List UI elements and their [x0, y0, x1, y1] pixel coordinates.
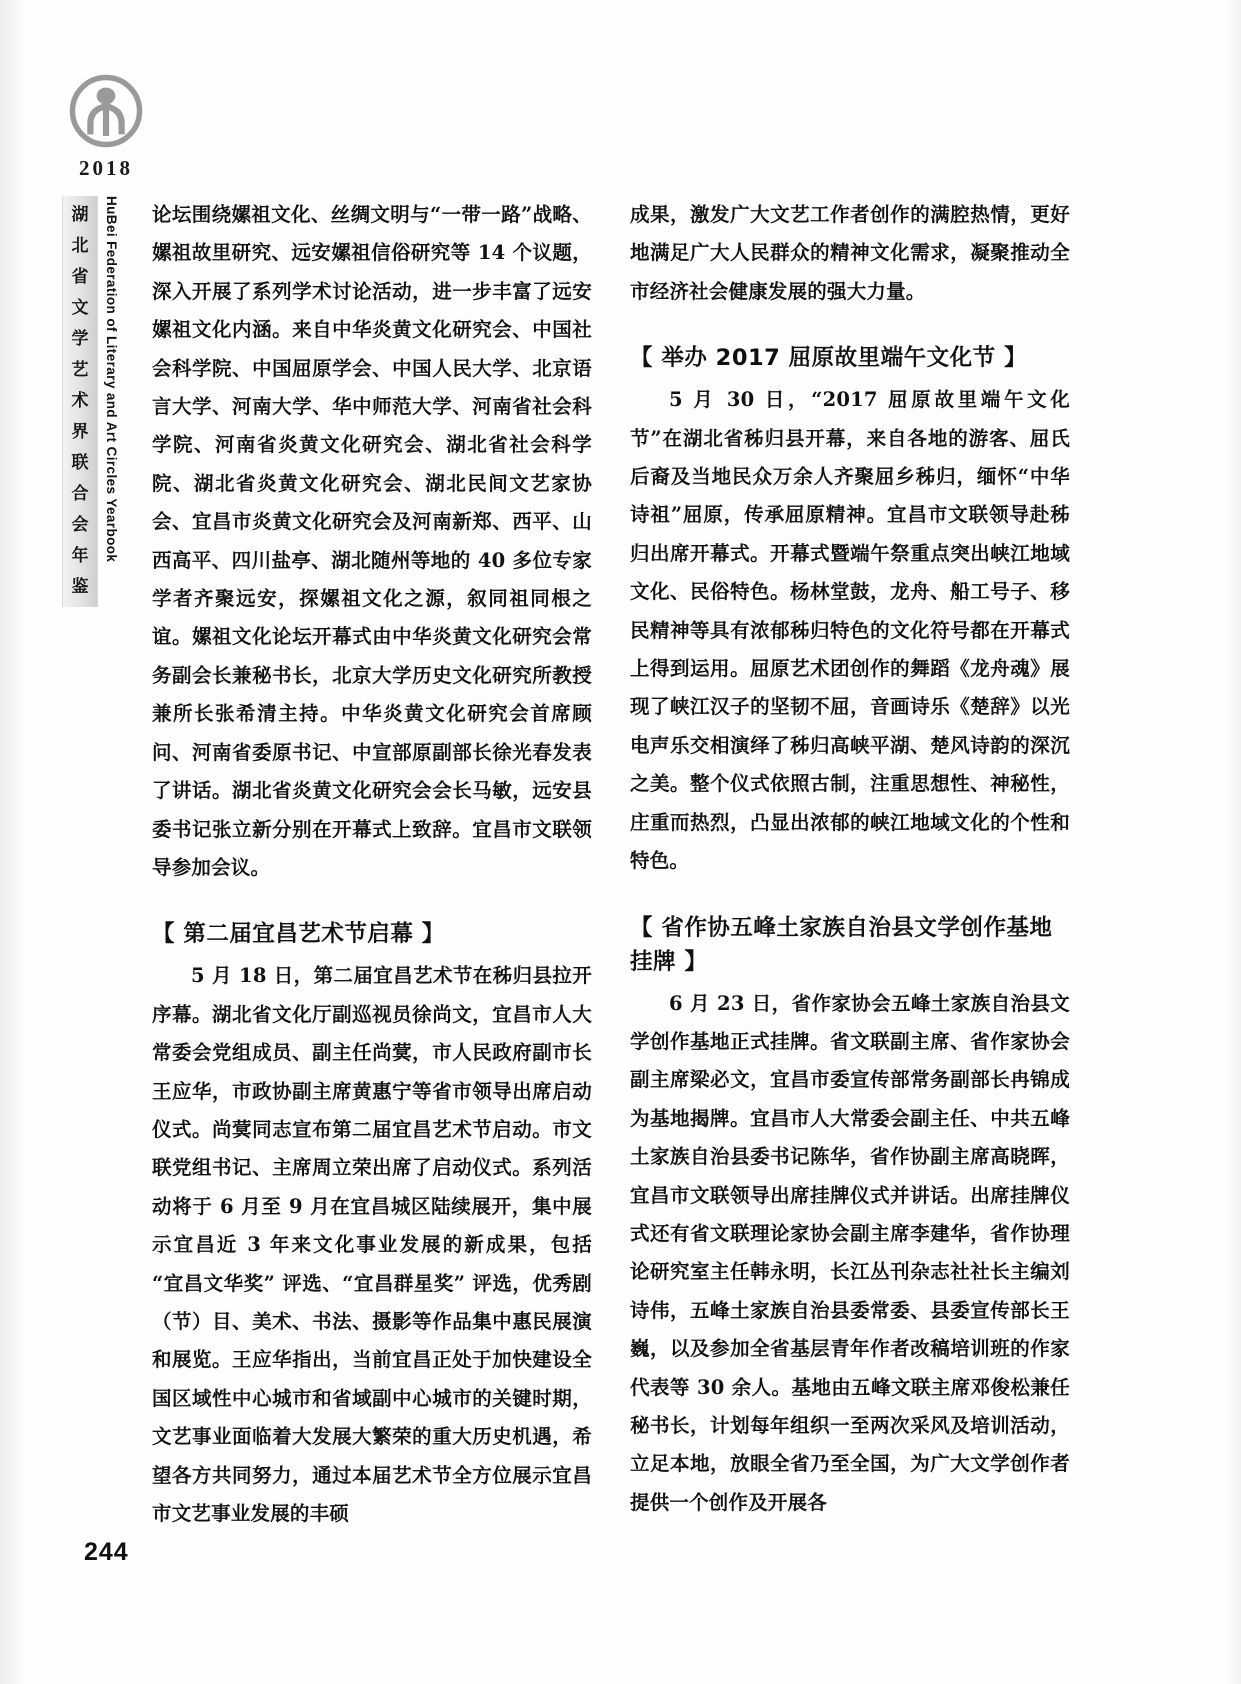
yearbook-emblem-icon — [67, 72, 145, 150]
sidebar-char: 年 — [71, 546, 89, 566]
sidebar-english-title: HuBei Federation of Literary and Art Circles Yearbook — [104, 196, 119, 563]
sidebar-chinese-title — [62, 196, 98, 607]
sidebar-char: 北 — [71, 236, 89, 256]
sidebar-char: 省 — [71, 267, 89, 287]
sidebar-char: 艺 — [71, 360, 89, 380]
page-number: 244 — [84, 1538, 129, 1566]
paragraph: 6 月 23 日，省作家协会五峰土家族自治县文学创作基地正式挂牌。省文联副主席、省作家协会副主席梁必文，宜昌市委宣传部常务副部长冉锦成为基地揭牌。宜昌市人大常委会副主任、中共五峰土家族自治县委书记陈华，省作协副主席高晓晖，宜昌市文联领导出席挂牌仪式并讲话。出席挂牌仪式还有省文联理论家协会副主席李建华，省作协理论研究室主任韩永明，长江丛刊杂志社社长主编刘诗伟，五峰土家族自治县委常委、县委宣传部长王巍，以及参加全省基层青年作者改稿培训班的作家代表等 30 余人。基地由五峰文联主席邓俊松兼任秘书长，计划每年组织一至两次采风及培训活动，立足本地，放眼全省乃至全国，为广大文学创作者提供一个创作及开展各 — [630, 991, 1070, 1514]
sidebar-char: 会 — [71, 515, 89, 535]
sidebar-char: 合 — [71, 484, 89, 504]
logo-year: 2018 — [79, 156, 133, 180]
article-columns — [152, 196, 1104, 1525]
sidebar-char: 学 — [71, 329, 89, 349]
vertical-sidebar — [62, 196, 140, 616]
sidebar-char: 湖 — [71, 205, 89, 225]
section-heading: 【 举办 2017 屈原故里端午文化节 】 — [630, 345, 1027, 372]
yearbook-logo-block — [58, 72, 154, 181]
sidebar-char: 联 — [71, 453, 89, 473]
paragraph: 5 月 18 日，第二届宜昌艺术节在秭归县拉开序幕。湖北省文化厅副巡视员徐尚文，宜昌市人大常委会党组成员、副主任尚蓂，市人民政府副市长王应华，市政协副主席黄惠宁等省市领导出席启动仪式。尚蓂同志宣布第二届宜昌艺术节启动。市文联党组书记、主席周立荣出席了启动仪式。系列活动将于 6 月至 9 月在宜昌城区陆续展开，集中展示宜昌近 3 年来文化事业发展的新成果，包括 “宜昌文华奖” 评选、“宜昌群星奖” 评选，优秀剧（节）目、美术、书法、摄影等作品集中惠民展演和展览。王应华指出，当前宜昌正处于加快建设全国区域性中心城市和省域副中心城市的关键时期，文艺事业面临着大发展大繁荣的重大历史机遇，希望各方共同努力，通过本届艺术节全方位展示宜昌市文艺事业发展的丰硕 — [152, 964, 592, 1525]
right-column — [630, 196, 1070, 1522]
paragraph: 5 月 30 日，“2017 屈原故里端午文化节”在湖北省秭归县开幕，来自各地的游客、屈氏后裔及当地民众万余人齐聚屈乡秭归，缅怀“中华诗祖”屈原，传承屈原精神。宜昌市文联领导赴秭归出席开幕式。开幕式暨端午祭重点突出峡江地域文化、民俗特色。杨林堂鼓，龙舟、船工号子、移民精神等具有浓郁秭归特色的文化符号都在开幕式上得到运用。屈原艺术团创作的舞蹈《龙舟魂》展现了峡江汉子的坚韧不屈，音画诗乐《楚辞》以光电声乐交相演绎了秭归高峡平湖、楚风诗韵的深沉之美。整个仪式依照古制，注重思想性、神秘性，庄重而热烈，凸显出浓郁的峡江地域文化的个性和特色。 — [630, 388, 1070, 873]
section-heading: 【 省作协五峰土家族自治县文学创作基地挂牌 】 — [630, 914, 1053, 975]
sidebar-char: 术 — [71, 391, 89, 411]
paragraph: 论坛围绕嫘祖文化、丝绸文明与“一带一路”战略、嫘祖故里研究、远安嫘祖信俗研究等 14 个议题，深入开展了系列学术讨论活动，进一步丰富了远安嫘祖文化内涵。来自中华炎黄文化研究会、中国社会科学院、中国屈原学会、中国人民大学、北京语言大学、河南大学、华中师范大学、河南省社会科学院、河南省炎黄文化研究会、湖北省社会科学院、湖北省炎黄文化研究会、湖北民间文艺家协会、宜昌市炎黄文化研究会及河南新郑、西平、山西高平、四川盐亭、湖北随州等地的 40 多位专家学者齐聚远安，探嫘祖文化之源，叙同祖同根之谊。嫘祖文化论坛开幕式由中华炎黄文化研究会常务副会长兼秘书长，北京大学历史文化研究所教授兼所长张希清主持。中华炎黄文化研究会首席顾问、河南省委原书记、中宣部原副部长徐光春发表了讲话。湖北省炎黄文化研究会会长马敏，远安县委书记张立新分别在开幕式上致辞。宜昌市文联领导参加会议。 — [152, 203, 592, 879]
sidebar-char: 鉴 — [71, 577, 89, 597]
section-heading: 【 第二届宜昌艺术节启幕 】 — [152, 921, 445, 948]
sidebar-char: 界 — [71, 422, 89, 442]
left-column — [152, 196, 592, 1533]
paragraph: 成果，激发广大文艺工作者创作的满腔热情，更好地满足广大人民群众的精神文化需求，凝聚推动全市经济社会健康发展的强大力量。 — [630, 203, 1070, 303]
sidebar-char: 文 — [71, 298, 89, 318]
